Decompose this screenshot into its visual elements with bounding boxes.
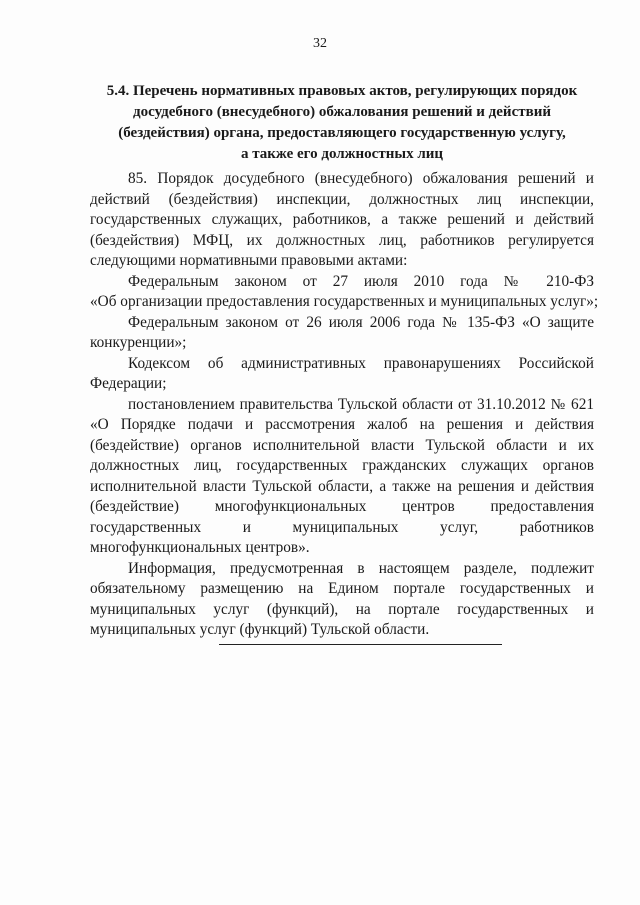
text-line: Федеральным законом от 26 июля 2006 года № 135-ФЗ «О защите — [128, 313, 594, 331]
text-line: Федеральным законом от 27 июля 2010 года № 210-ФЗ — [128, 272, 594, 290]
text-line: должностных лиц, государственных гражданских служащих органов — [90, 457, 594, 474]
text-line: Федерации; — [90, 375, 167, 392]
paragraph-85 — [90, 169, 594, 272]
text-line: (бездействия) МФЦ, их должностных лиц, работников регулируется — [90, 231, 594, 249]
text-line: муниципальных услуг (функций) Тульской области. — [90, 621, 430, 638]
list-item-law-210 — [90, 272, 599, 313]
text-line: «Об организации предоставления государственных и муниципальных услуг»; — [90, 293, 599, 310]
page-number: 32 — [313, 36, 327, 51]
document-body — [90, 169, 599, 641]
text-line: «О Порядке подачи и рассмотрения жалоб на решения и действия — [90, 416, 594, 433]
text-line: Информация, предусмотренная в настоящем разделе, подлежит — [128, 559, 594, 577]
text-line: постановлением правительства Тульской области от 31.10.2012 № 621 — [128, 395, 594, 413]
text-line: 85. Порядок досудебного (внесудебного) обжалования решений и — [128, 170, 594, 187]
closing-divider — [219, 644, 502, 645]
text-line: конкуренции»; — [90, 334, 187, 351]
text-line: Кодексом об административных правонарушениях Российской — [128, 354, 594, 372]
heading-line: а также его должностных лиц — [240, 146, 444, 162]
text-line: обязательному размещению на Едином портале государственных и — [90, 580, 594, 597]
heading-line: (бездействия) органа, предоставляющего государственную услугу, — [118, 125, 566, 141]
text-line: многофункциональных центров». — [90, 539, 310, 556]
paragraph-information — [90, 559, 594, 641]
heading-line: досудебного (внесудебного) обжалования решений и действий — [133, 104, 551, 120]
text-line: (бездействие) многофункциональных центров предоставления — [90, 498, 594, 515]
list-item-administrative-code — [90, 354, 594, 395]
list-item-resolution-621 — [90, 395, 594, 559]
text-line: исполнительной власти Тульской области, а также на решения и действия — [90, 477, 594, 495]
text-line: государственных и муниципальных услуг, работников — [90, 518, 594, 536]
section-heading — [88, 81, 596, 165]
text-line: следующими нормативными правовыми актами: — [90, 252, 408, 269]
text-line: муниципальных услуг (функций), на портале государственных и — [90, 600, 594, 618]
text-line: (бездействие) органов исполнительной власти Тульской области и их — [90, 436, 594, 454]
list-item-law-135 — [90, 313, 594, 354]
heading-line: 5.4. Перечень нормативных правовых актов, регулирующих порядок — [106, 83, 578, 99]
text-line: действий (бездействия) инспекции, должностных лиц инспекции, — [90, 190, 594, 208]
text-line: государственных служащих, работников, а также решений и действий — [90, 211, 594, 228]
